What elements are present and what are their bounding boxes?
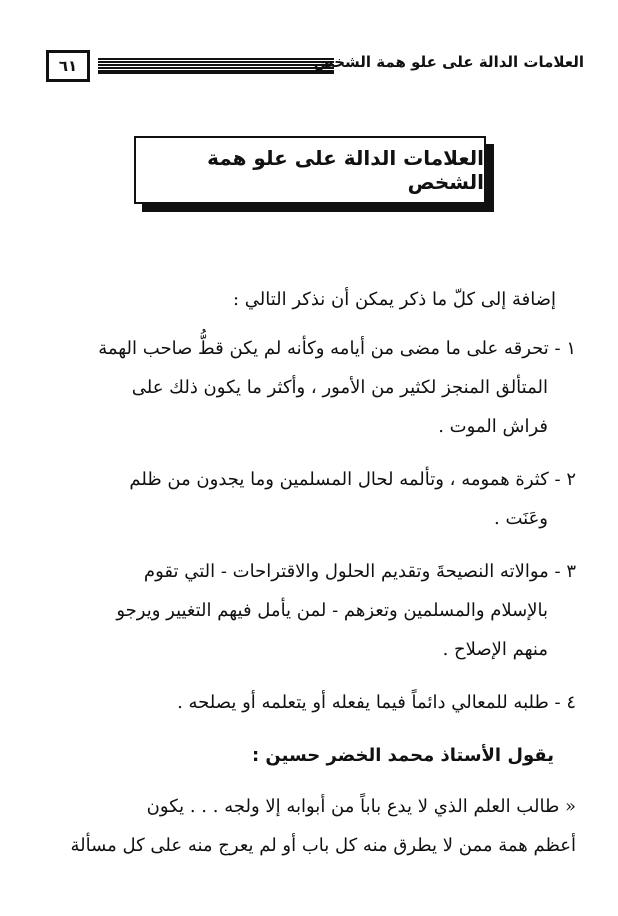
running-title: العلامات الدالة على علو همة الشخص — [313, 53, 584, 71]
item-3-line-3: منهم الإصلاح . — [442, 639, 548, 660]
page-number: ٦١ — [46, 50, 90, 82]
item-3-line-1: ٣ - موالاته النصيحةَ وتقديم الحلول والاقتراحات - التي تقوم — [143, 561, 576, 582]
item-2-line-1: ٢ - كثرة همومه ، وتألمه لحال المسلمين وما يجدون من ظلم — [129, 469, 576, 490]
chapter-title: العلامات الدالة على علو همة الشخص — [207, 146, 484, 194]
item-4-line-1: ٤ - طلبه للمعالي دائماً فيما يفعله أو يتعلمه أو يصلحه . — [177, 692, 576, 713]
intro-paragraph: إضافة إلى كلّ ما ذكر يمكن أن نذكر التالي : — [232, 289, 556, 310]
page-header — [46, 44, 584, 88]
item-1-line-2: المتألق المنجز لكثير من الأمور ، وأكثر ما يكون ذلك على — [131, 377, 548, 398]
quote-line-2: أعظم همة ممن لا يطرق منه كل باب أو لم يعرج منه على كل مسألة — [70, 835, 576, 856]
list-item-4 — [36, 683, 576, 722]
list-item-1 — [36, 329, 576, 446]
item-3-line-2: بالإسلام والمسلمين وتعزهم - لمن يأمل فيهم التغيير ويرجو — [116, 600, 548, 621]
chapter-title-box — [134, 136, 486, 204]
item-2-line-2: وعَنَت . — [494, 508, 548, 529]
quote-line-1: « طالب العلم الذي لا يدع باباً من أبوابه إلا ولجه . . . يكون — [146, 796, 576, 817]
header-rule — [98, 58, 334, 74]
body-text — [36, 280, 576, 865]
item-1-line-3: فراش الموت . — [438, 416, 548, 437]
quote-heading: يقول الأستاذ محمد الخضر حسين : — [251, 745, 554, 766]
item-1-line-1: ١ - تحرقه على ما مضى من أيامه وكأنه لم يكن قطُّ صاحب الهمة — [98, 338, 576, 359]
list-item-2 — [36, 460, 576, 538]
list-item-3 — [36, 552, 576, 669]
